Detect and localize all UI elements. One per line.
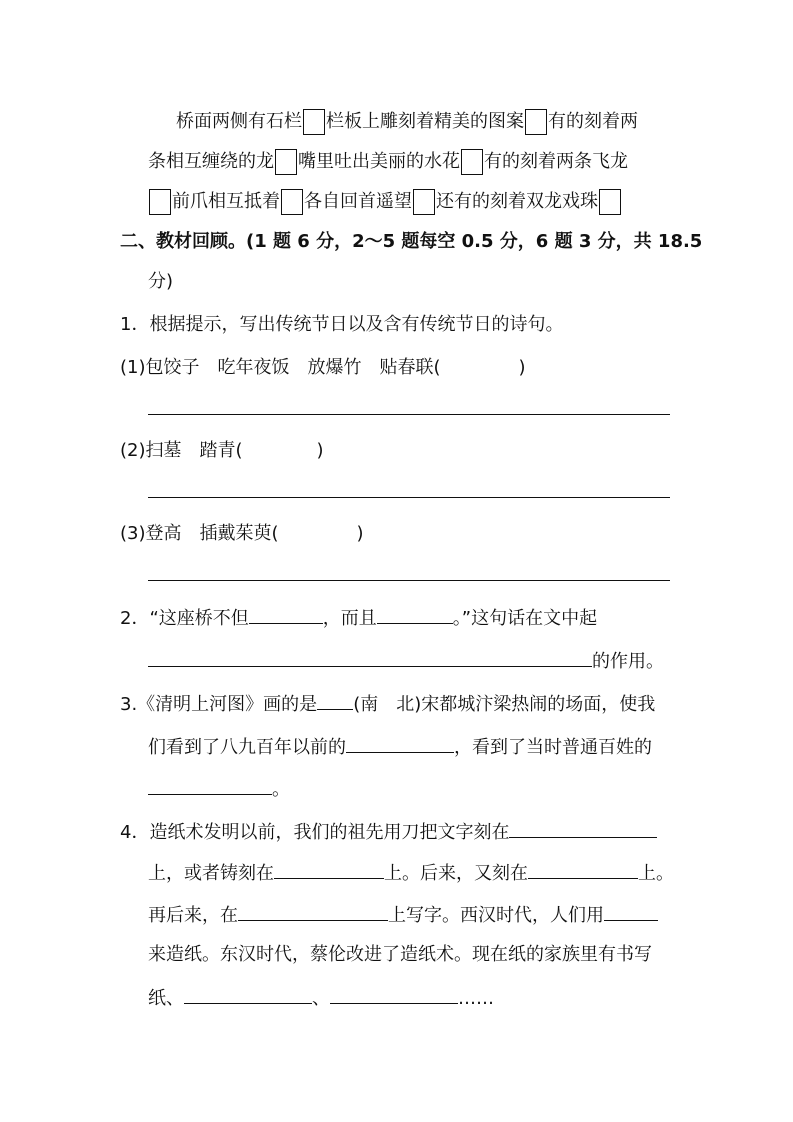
answer-line[interactable] — [148, 580, 670, 581]
question-text: 。”这句话在文中起 — [452, 608, 598, 629]
answer-line[interactable] — [148, 497, 670, 498]
answer-line[interactable] — [148, 414, 670, 415]
question-text: 3.《清明上河图》画的是 — [120, 694, 318, 715]
passage-text: 条相互缠绕的龙 — [148, 151, 274, 172]
q1-part-2 — [120, 437, 324, 465]
answer-box[interactable] — [149, 189, 171, 215]
passage-line-3 — [148, 188, 622, 216]
question-text: 们看到了八九百年以前的 — [148, 737, 346, 758]
answer-box[interactable] — [461, 149, 483, 175]
passage-line-2 — [148, 148, 628, 176]
question-text: 再后来，在 — [148, 905, 238, 926]
answer-blank[interactable] — [604, 900, 658, 921]
q1-part-3 — [120, 520, 364, 548]
q4-line-1 — [120, 817, 657, 845]
question-text: 上。后来，又刻在 — [384, 863, 528, 884]
q1-stem — [120, 311, 563, 339]
question-text: ) — [356, 523, 364, 544]
q2-line-1 — [120, 603, 597, 631]
answer-blank[interactable] — [274, 858, 384, 879]
question-text: (南 北)宋都城汴梁热闹的场面，使我 — [353, 694, 656, 715]
passage-text: 前爪相互抵着 — [172, 191, 280, 212]
q4-line-4 — [148, 941, 652, 969]
passage-text: 嘴里吐出美丽的水花 — [298, 151, 460, 172]
answer-box[interactable] — [281, 189, 303, 215]
answer-blank[interactable] — [528, 858, 638, 879]
passage-text: 有的刻着两 — [548, 111, 638, 132]
question-text: 上写字。西汉时代，人们用 — [388, 905, 604, 926]
q3-line-1 — [120, 689, 655, 717]
question-text: 纸、 — [148, 988, 184, 1009]
section-heading-cont — [148, 268, 173, 296]
passage-text: 还有的刻着双龙戏珠 — [436, 191, 598, 212]
question-text: ) — [316, 440, 324, 461]
answer-blank[interactable] — [148, 646, 592, 667]
q4-line-3 — [148, 900, 658, 928]
question-text: 4．造纸术发明以前，我们的祖先用刀把文字刻在 — [120, 822, 510, 843]
question-text: (3)登高 插戴茱萸( — [120, 523, 279, 544]
answer-box[interactable] — [525, 109, 547, 135]
answer-box[interactable] — [413, 189, 435, 215]
q2-line-2 — [148, 646, 664, 674]
passage-text: 桥面两侧有石栏 — [176, 111, 302, 132]
passage-text: 各自回首遥望 — [304, 191, 412, 212]
question-text: ) — [518, 357, 526, 378]
question-text: (2)扫墓 踏青( — [120, 440, 243, 461]
answer-blank[interactable] — [377, 603, 453, 624]
section-heading — [120, 228, 702, 256]
section-heading-text: 分) — [148, 271, 174, 292]
answer-blank[interactable] — [330, 983, 458, 1004]
question-text: 来造纸。东汉时代，蔡伦改进了造纸术。现在纸的家族里有书写 — [148, 944, 652, 965]
question-text: 上。 — [638, 863, 674, 884]
answer-blank[interactable] — [148, 774, 272, 795]
passage-text: 有的刻着两条飞龙 — [484, 151, 628, 172]
question-text: ，而且 — [322, 608, 377, 629]
answer-blank[interactable] — [346, 732, 454, 753]
answer-blank[interactable] — [184, 983, 312, 1004]
q4-line-5 — [148, 983, 494, 1011]
answer-blank[interactable] — [317, 689, 353, 710]
answer-box[interactable] — [303, 109, 325, 135]
question-text: 上，或者铸刻在 — [148, 863, 274, 884]
answer-blank[interactable] — [238, 900, 388, 921]
q3-line-2 — [148, 732, 652, 760]
question-text: …… — [458, 988, 494, 1009]
answer-blank[interactable] — [249, 603, 323, 624]
question-text: 。 — [272, 779, 290, 800]
q4-line-2 — [148, 858, 674, 886]
question-text: 的作用。 — [592, 651, 664, 672]
section-heading-text: 二、教材回顾。(1 题 6 分，2～5 题每空 0.5 分，6 题 3 分，共 18.5 — [120, 231, 703, 252]
question-text: (1)包饺子 吃年夜饭 放爆竹 贴春联( — [120, 357, 441, 378]
q1-part-1 — [120, 354, 526, 382]
answer-blank[interactable] — [509, 817, 657, 838]
question-text: ，看到了当时普通百姓的 — [454, 737, 652, 758]
answer-box[interactable] — [599, 189, 621, 215]
question-text: 1．根据提示，写出传统节日以及含有传统节日的诗句。 — [120, 314, 564, 335]
question-text: 2．“这座桥不但 — [120, 608, 249, 629]
passage-text: 栏板上雕刻着精美的图案 — [326, 111, 524, 132]
q3-line-3 — [148, 774, 290, 802]
answer-box[interactable] — [275, 149, 297, 175]
passage-line-1 — [176, 108, 638, 136]
question-text: 、 — [312, 988, 330, 1009]
